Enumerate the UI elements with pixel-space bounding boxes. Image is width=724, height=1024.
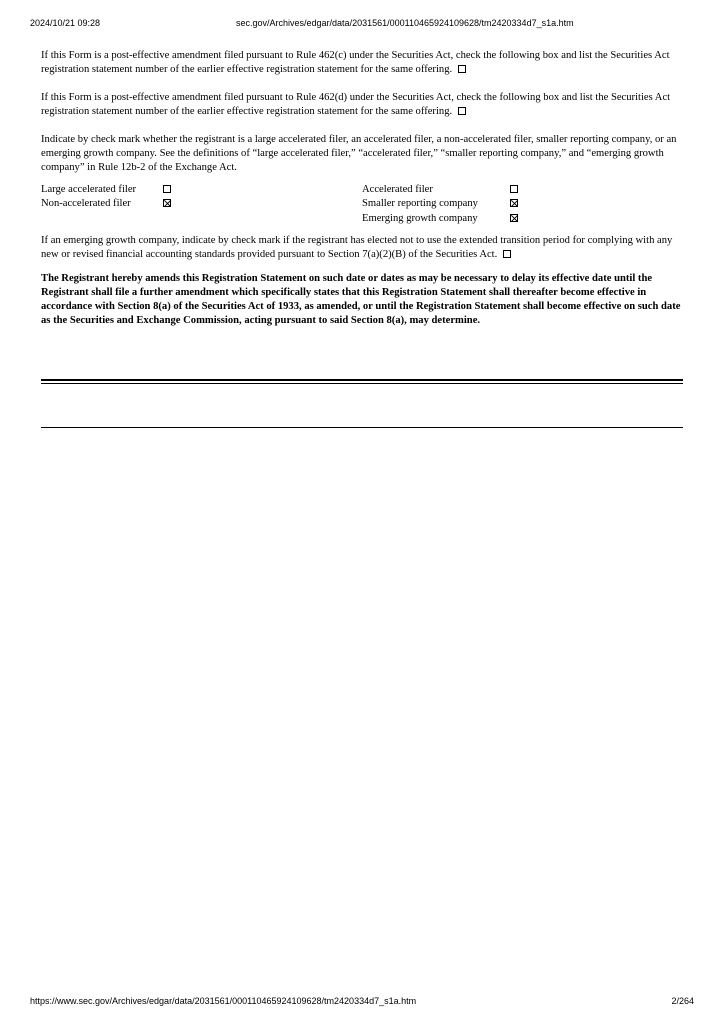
- large-accelerated-row: [41, 183, 171, 197]
- rule-462c-checkbox[interactable]: [458, 65, 466, 73]
- smaller-reporting-label: Smaller reporting company: [362, 198, 478, 209]
- rule-462d-checkbox[interactable]: [458, 107, 466, 115]
- non-accelerated-checkbox[interactable]: [163, 199, 171, 207]
- rule-462c-text: If this Form is a post-effective amendment filed pursuant to Rule 462(c) under the Securities Act, check the following box and list the Securities Act registration statement number of the earlier effective registration statement for the same offering.: [41, 50, 670, 75]
- single-rule-divider: [41, 427, 683, 428]
- accelerated-label: Accelerated filer: [362, 184, 433, 195]
- egc-transition-text: If an emerging growth company, indicate by check mark if the registrant has elected not to use the extended transition period for complying with any new or revised financial accounting standards provided pursuant to Section 7(a)(2)(B) of the Securities Act.: [41, 235, 673, 260]
- print-datetime: 2024/10/21 09:28: [30, 18, 101, 28]
- smaller-reporting-row: [362, 197, 518, 211]
- rule-462c-paragraph: [41, 49, 683, 77]
- filer-status-grid: [41, 183, 683, 227]
- print-header-url: sec.gov/Archives/edgar/data/2031561/000110465924109628/tm2420334d7_s1a.htm: [236, 18, 574, 28]
- non-accelerated-label: Non-accelerated filer: [41, 198, 131, 209]
- document-body: [41, 49, 683, 328]
- accelerated-row: [362, 183, 518, 197]
- egc-transition-checkbox[interactable]: [503, 250, 511, 258]
- large-accelerated-label: Large accelerated filer: [41, 184, 137, 195]
- print-footer-url: https://www.sec.gov/Archives/edgar/data/2031561/000110465924109628/tm2420334d7_s1a.htm: [30, 996, 417, 1006]
- page-number: 2/264: [671, 996, 694, 1006]
- smaller-reporting-checkbox[interactable]: [510, 199, 518, 207]
- emerging-growth-checkbox[interactable]: [510, 214, 518, 222]
- large-accelerated-checkbox[interactable]: [163, 185, 171, 193]
- rule-462d-text: If this Form is a post-effective amendment filed pursuant to Rule 462(d) under the Securities Act, check the following box and list the Securities Act registration statement number of the earlier effective registration statement for the same offering.: [41, 92, 671, 117]
- non-accelerated-row: [41, 197, 171, 211]
- filer-status-paragraph: Indicate by check mark whether the registrant is a large accelerated filer, an accelerated filer, a non-accelerated filer, smaller reporting company, or an emerging growth company. See the definitions of “large accelerated filer,” “accelerated filer,” “smaller reporting company,” and “emerging growth company” in Rule 12b-2 of the Exchange Act.: [41, 134, 677, 173]
- rule-462d-paragraph: [41, 91, 683, 119]
- double-rule-divider: [41, 379, 683, 384]
- delaying-amendment-paragraph: The Registrant hereby amends this Registration Statement on such date or dates as may be necessary to delay its effective date until the Registrant shall file a further amendment which specifically states that this Registration Statement shall thereafter become effective in accordance with Section 8(a) of the Securities Act of 1933, as amended, or until the Registration Statement shall become effective on such date as the Securities and Exchange Commission, acting pursuant to said Section 8(a), may determine.: [41, 273, 681, 326]
- accelerated-checkbox[interactable]: [510, 185, 518, 193]
- emerging-growth-label: Emerging growth company: [362, 213, 478, 224]
- egc-transition-paragraph: [41, 234, 683, 262]
- emerging-growth-row: [362, 212, 518, 226]
